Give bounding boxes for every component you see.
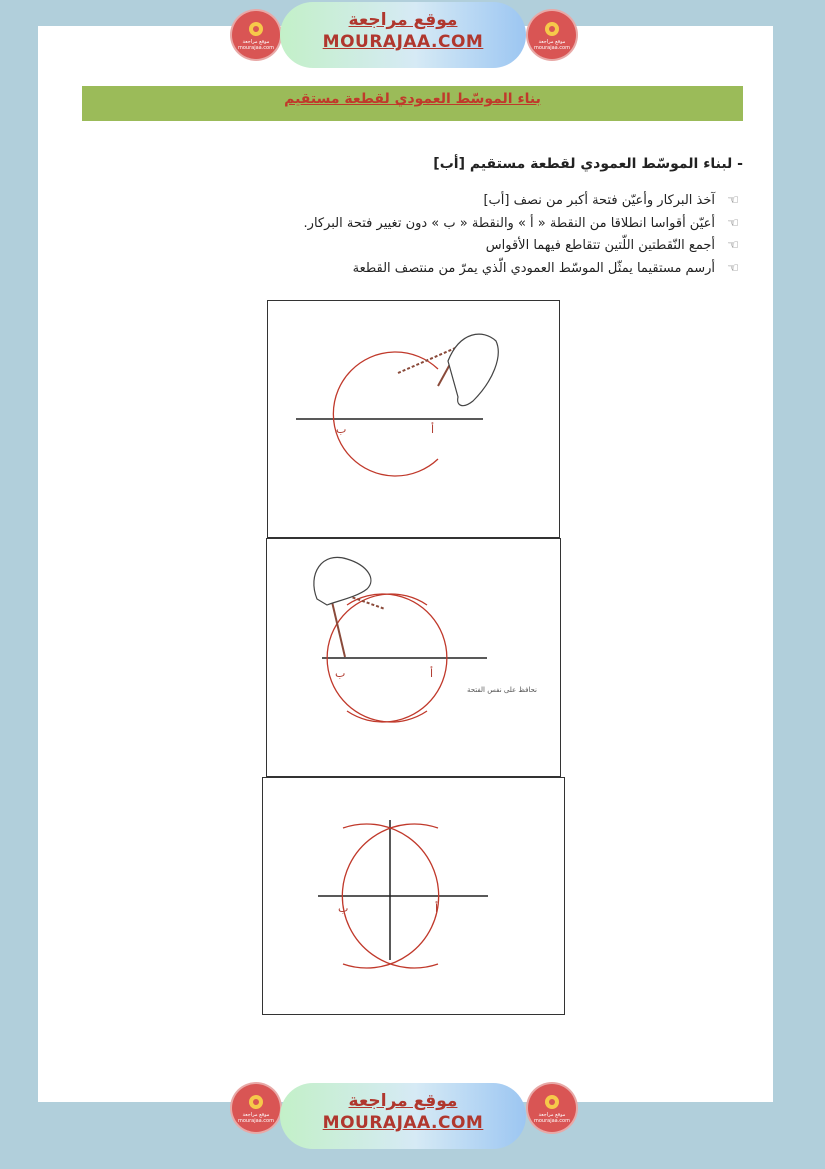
site-name-english[interactable]: MOURAJAA.COM xyxy=(322,1113,484,1133)
site-name-arabic: موقع مراجعة xyxy=(348,10,458,30)
list-item xyxy=(175,235,739,258)
list-item xyxy=(175,213,739,236)
logo-icon xyxy=(545,1095,559,1109)
point-a-label: أ xyxy=(430,667,434,680)
site-logo-right-bottom[interactable] xyxy=(528,1084,576,1132)
step-text: أجمع النّقطتين اللّتين تتقاطع فيهما الأقواس xyxy=(485,238,715,253)
point-b-label: ب xyxy=(336,423,347,436)
pointing-hand-icon: ☜ xyxy=(727,260,739,276)
figure-2-drawing xyxy=(267,539,560,776)
site-logo-left-top[interactable] xyxy=(232,11,280,59)
construction-steps xyxy=(175,190,739,280)
logo-icon xyxy=(249,22,263,36)
logo-caption: موقع مراجعة mourajaa.com xyxy=(237,1112,274,1124)
list-item xyxy=(175,258,739,281)
figure-step-2 xyxy=(266,538,561,777)
pointing-hand-icon: ☜ xyxy=(727,193,739,208)
figure-1-drawing xyxy=(268,301,559,537)
point-b-label: ب xyxy=(335,667,346,680)
step-text: أعيّن أقواسا انطلاقا من النقطة « أ » والنقطة « ب » دون تغيير فتحة البركار. xyxy=(303,215,715,231)
hand-icon xyxy=(448,334,498,406)
site-logo-right-top[interactable] xyxy=(528,11,576,59)
lesson-title-bar xyxy=(82,86,743,121)
pointing-hand-icon: ☜ xyxy=(727,238,739,253)
site-logo-left-bottom[interactable] xyxy=(232,1084,280,1132)
section-heading: - لبناء الموسّط العمودي لقطعة مستقيم [أب] xyxy=(433,156,743,172)
logo-caption: موقع مراجعة mourajaa.com xyxy=(237,39,274,51)
figure-step-3 xyxy=(262,777,565,1015)
logo-icon xyxy=(249,1095,263,1109)
pointing-hand-icon: ☜ xyxy=(727,215,739,231)
site-banner-bottom[interactable] xyxy=(280,1083,526,1149)
figure-step-1 xyxy=(267,300,560,538)
arc-from-a xyxy=(333,352,438,476)
lesson-title: بناء الموسّط العمودي لقطعة مستقيم xyxy=(284,91,541,107)
step-text: آخذ البركار وأعيّن فتحة أكبر من نصف [أب] xyxy=(483,193,715,208)
logo-caption: موقع مراجعة mourajaa.com xyxy=(533,1112,570,1124)
step-text: أرسم مستقيما يمثّل الموسّط العمودي الّذي يمرّ من منتصف القطعة xyxy=(352,260,715,276)
site-name-english[interactable]: MOURAJAA.COM xyxy=(322,32,484,52)
point-a-label: أ xyxy=(431,423,435,436)
point-b-label: ب xyxy=(338,902,349,915)
point-a-label: أ xyxy=(435,902,439,915)
site-banner-top[interactable] xyxy=(280,2,526,68)
list-item xyxy=(175,190,739,213)
logo-caption: موقع مراجعة mourajaa.com xyxy=(533,39,570,51)
site-name-arabic: موقع مراجعة xyxy=(348,1091,458,1111)
figure-note: نحافظ على نفس الفتحة xyxy=(467,686,538,694)
figure-3-drawing xyxy=(263,778,564,1014)
logo-icon xyxy=(545,22,559,36)
